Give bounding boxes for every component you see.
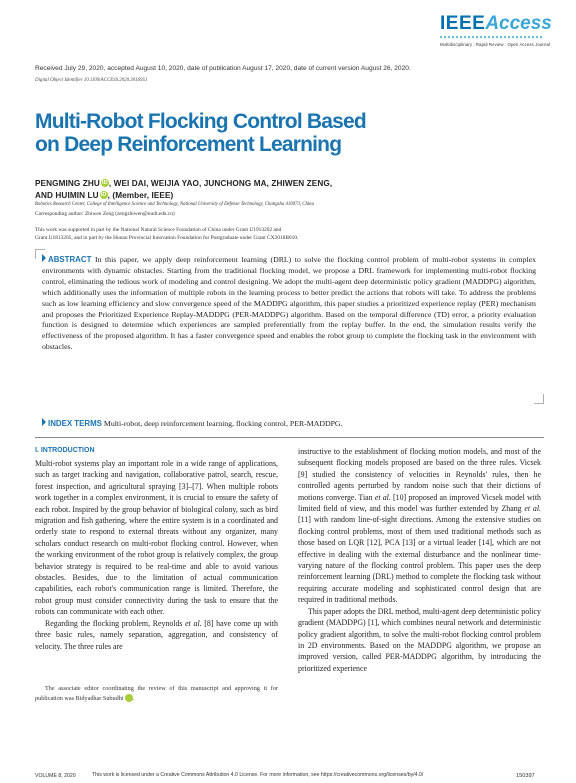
footnote-text: The associate editor coordinating the review of this manuscript and approving it for publication was Bidyadhar Subudhi xyxy=(35,685,278,702)
logo-dot xyxy=(504,36,506,38)
logo-dot xyxy=(456,36,458,38)
author-1: PENGMING ZHU xyxy=(35,179,100,188)
logo-dot xyxy=(516,36,518,38)
logo-dot xyxy=(488,36,490,38)
paper-title xyxy=(35,110,395,156)
page-number: 150397 xyxy=(516,773,535,779)
right-column xyxy=(298,446,541,674)
triangle-marker-icon xyxy=(42,254,46,262)
funding-note xyxy=(35,226,505,243)
authors xyxy=(35,178,365,202)
logo-dot xyxy=(484,36,486,38)
index-terms-label: INDEX TERMS xyxy=(48,419,102,428)
section-divider xyxy=(35,437,544,438)
logo-dot xyxy=(508,36,510,38)
logo-tagline: Multidisciplinary : Rapid Review : Open Access Journal xyxy=(440,42,551,47)
logo-dot xyxy=(440,36,442,38)
volume-label: VOLUME 8, 2020 xyxy=(35,773,76,779)
paragraph xyxy=(35,618,278,652)
logo-ieee: IEEE xyxy=(440,13,486,34)
text-run: instructive to the establishment of flocking motion models, and most of the subsequent flocking models proposed are based on the three rules. Vicsek [9] studied the consistency of velocities in Reynolds' rules, then he controlled agents perturbed by random noise such that their dictions of motions converge. Tian xyxy=(298,447,541,502)
text-run: et al. xyxy=(185,618,202,628)
author-last: AND HUIMIN LU xyxy=(35,191,99,200)
affiliation: Robotics Research Center, College of Intelligence Science and Technology, National University of Defense Technology, Changsha 410073, China xyxy=(35,202,314,207)
logo-dot xyxy=(540,36,542,38)
orcid-icon[interactable]: iD xyxy=(125,694,133,702)
funding-line-2: Grant U1813205, and in part by the Hunan Provincial Innovation Foundation for Postgraduate under Grant CX2018B010. xyxy=(35,235,299,242)
logo-access: Access xyxy=(485,13,552,34)
publication-dates: Received July 29, 2020, accepted August 10, 2020, date of publication August 17, 2020, date of current version August 26, 2020. xyxy=(35,65,411,72)
logo-dot xyxy=(536,36,538,38)
ieee-access-logo xyxy=(440,13,552,47)
title-line-2: on Deep Reinforcement Learning xyxy=(35,133,342,156)
index-terms xyxy=(42,418,343,428)
paragraph: This paper adopts the DRL method, multi-agent deep deterministic policy gradient (MADDPG) [1], which combines neural network and deterministic policy gradient algorithm, to solve the multi-robot flocking control problem in 2D environments. Based on the MADDPG algorithm, we propose an improved version, called PER-MADDPG algorithm, by introducing the prioritized experience xyxy=(298,606,541,673)
corresponding-author: Corresponding author: Zhiwen Zeng (zengzhiwen@nudt.edu.cn) xyxy=(35,211,175,217)
logo-dot xyxy=(444,36,446,38)
paragraph xyxy=(298,446,541,606)
abstract-text: In this paper, we apply deep reinforcement learning (DRL) to solve the flocking control problem of multi-robot systems in complex environments with dynamic obstacles. Starting from the traditional flocking model, we propose a DRL framework for implementing multi-robot flocking control, eliminating the tedious work of modeling and control designing. We adopt the multi-agent deep deterministic policy gradient (MADDPG) algorithm, which additionally uses the information of multiple robots in the learning process to better predict the actions that robots will take. To address the problems such as low learning efficiency and slow convergence speed of the MADDPG algorithm, this paper studies a prioritized experience replay (PER) mechanism and proposes the Prioritized Experience Replay-MADDPG (PER-MADDPG) algorithm. Based on the temporal difference (TD) error, a priority evaluation function is designed to determine which experiences are sampled preferentially from the replay buffer. In the end, the simulation results verify the effectiveness of the proposed algorithm. It has a faster convergence speed and enables the robot group to complete the flocking task in the environment with obstacles. xyxy=(42,255,537,352)
logo-dot xyxy=(496,36,498,38)
abstract-label: ABSTRACT xyxy=(48,255,92,264)
title-line-1: Multi-Robot Flocking Control Based xyxy=(35,110,366,133)
text-run: [10] proposed an improved Vicsek model with limited field of view, and this model was further extended by Zhang xyxy=(298,492,542,514)
logo-dot xyxy=(512,36,514,38)
funding-line-1: This work was supported in part by the National Natural Science Foundation of China under Grant U1913202 and xyxy=(35,227,282,233)
text-run: et al. xyxy=(374,492,391,502)
logo-dot xyxy=(480,36,482,38)
author-membership: , (Member, IEEE) xyxy=(107,191,174,200)
logo-dot xyxy=(528,36,530,38)
logo-wordmark xyxy=(440,13,552,34)
logo-dot xyxy=(524,36,526,38)
index-terms-text: Multi-robot, deep reinforcement learning, flocking control, PER-MADDPG. xyxy=(103,419,343,428)
orcid-icon[interactable]: iD xyxy=(100,192,107,198)
text-run: [11] with random line-of-sight directions. Among the extensive studies on flocking control problems, most of them used traditional methods such as those based on LQR [12], PCA [13] or a virtual leader [14], which are not effective in dealing with the external disturbance and the nonlinear time-varying nature of the flocking control problem. This paper uses the deep reinforcement learning (DRL) method to complete the flocking task without requiring accurate modeling and sophisticated control design that are required in traditional methods. xyxy=(298,515,541,605)
left-column xyxy=(35,458,278,652)
abstract xyxy=(42,254,536,353)
logo-dot xyxy=(492,36,494,38)
text-run: [8] have come up with three basic rules, namely separation, aggregation, and consistency of velocity. The three rules are xyxy=(35,618,278,651)
logo-dot xyxy=(500,36,502,38)
text-run: et al. xyxy=(524,504,541,514)
author-list: , WEI DAI, WEIJIA YAO, JUNCHONG MA, ZHIWEN ZENG, xyxy=(108,179,333,188)
logo-dot xyxy=(464,36,466,38)
text-run: Regarding the flocking problem, Reynolds xyxy=(45,618,186,628)
logo-dot xyxy=(476,36,478,38)
license-notice[interactable]: This work is licensed under a Creative Commons Attribution 4.0 License. For more information, see https://creativecommons.org/licenses/by/4.0/ xyxy=(92,772,424,778)
section-heading: I. INTRODUCTION xyxy=(35,447,95,454)
paragraph: Multi-robot systems play an important role in a wide range of applications, such as target tracking and navigation, collaborative patrol, search, rescue, forest inspection, and agricultural spraying [3]–[7]. When multiple robots work together in a complex environment, it is crucial to ensure the safety of each robot. Inspired by the group behavior of biological colony, such as bird migration and fish gathering, where the entire system is in a coordinated and orderly state to respond to external threats without any organizer, many scholars conduct research on multi-robot flocking control. However, when the working environment of the robot group is relatively complex, the group behavior strategy is required to be real-time and able to avoid various obstacles. Besides, due to the limitation of actual communication capabilities, each robot's communication range is limited. Therefore, the robot group must consider connectivity during the task to ensure that the robots can communicate with each other. xyxy=(35,459,278,617)
orcid-icon[interactable]: iD xyxy=(102,180,108,186)
logo-dot xyxy=(468,36,470,38)
doi: Digital Object Identifier 10.1109/ACCESS.2020.3016951 xyxy=(35,78,148,83)
logo-dot xyxy=(520,36,522,38)
logo-dot xyxy=(448,36,450,38)
triangle-marker-icon xyxy=(42,418,46,426)
logo-dot xyxy=(452,36,454,38)
logo-dot xyxy=(472,36,474,38)
editor-footnote: The associate editor coordinating the review of this manuscript and approving it for publication was Bidyadhar Subudhi iD. xyxy=(35,685,278,702)
logo-dot xyxy=(532,36,534,38)
logo-dot xyxy=(460,36,462,38)
logo-dots-decoration xyxy=(440,34,548,40)
